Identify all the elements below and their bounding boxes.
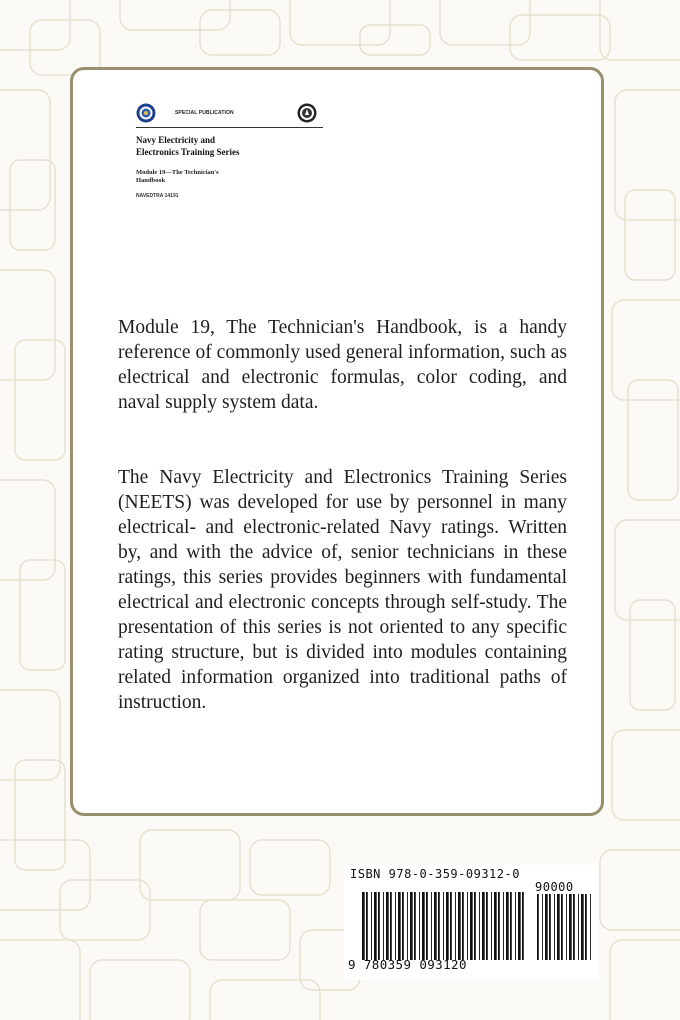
addon-barcode-bars	[537, 894, 593, 960]
special-publication-label: SPECIAL PUBLICATION	[175, 110, 234, 116]
module-title-line-2: Handbook	[136, 177, 166, 184]
isbn-label: ISBN 978-0-359-09312-0	[350, 867, 520, 881]
module-title-line-1: Module 19—The Technician's	[136, 169, 219, 176]
description-panel	[70, 67, 604, 816]
series-title	[136, 134, 316, 158]
ean-digits: 9 780359 093120	[348, 957, 467, 972]
price-code: 90000	[535, 880, 574, 894]
description-paragraph-2: The Navy Electricity and Electronics Training Series (NEETS) was developed for use by personnel in many electrical- and electronic-related Navy ratings. Written by, and with the advice of, senior technicians in these ratings, this series provides beginners with fundamental electrical and electronic concepts through self-study. The presentation of this series is not oriented to any specific rating structure, but is divided into modules containing related information organized into traditional paths of instruction.	[118, 467, 567, 713]
description-paragraph-1: Module 19, The Technician's Handbook, is a handy reference of commonly used general information, such as electrical and electronic formulas, color coding, and naval supply system data.	[118, 317, 567, 413]
isbn-barcode	[344, 865, 599, 980]
series-title-line-1: Navy Electricity and	[136, 135, 215, 145]
series-title-line-2: Electronics Training Series	[136, 147, 240, 157]
navy-emblem-icon	[297, 103, 317, 123]
navedtra-number: NAVEDTRA 14191	[136, 193, 179, 199]
module-title	[136, 169, 276, 185]
navy-seal-icon	[136, 103, 156, 123]
thumbnail-rule	[136, 127, 323, 128]
ean-barcode-bars	[362, 892, 526, 960]
cover-thumbnail	[133, 100, 269, 212]
